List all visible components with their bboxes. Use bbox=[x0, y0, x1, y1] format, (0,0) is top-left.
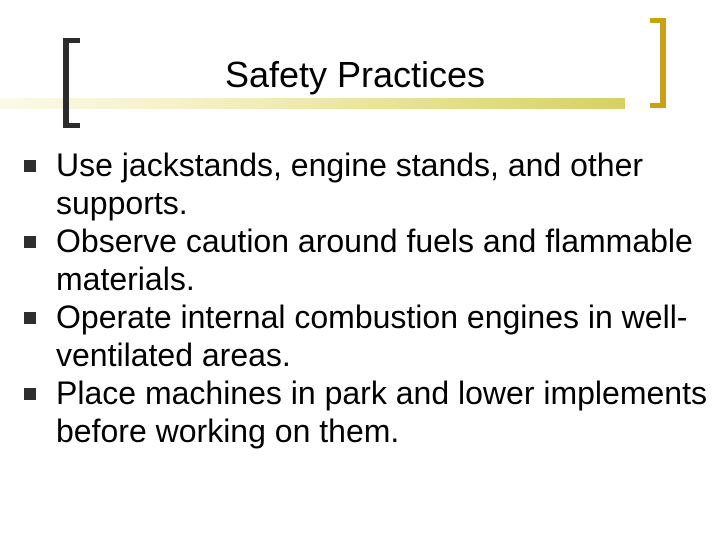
square-bullet-icon bbox=[24, 160, 36, 172]
bullet-text: Place machines in park and lower implements before working on them. bbox=[56, 375, 707, 449]
left-bracket-decoration bbox=[63, 38, 80, 128]
slide-title: Safety Practices bbox=[224, 54, 486, 95]
square-bullet-icon bbox=[24, 236, 36, 248]
bullet-text: Operate internal combustion engines in well-ventilated areas. bbox=[56, 299, 688, 373]
bullet-item bbox=[24, 146, 714, 222]
bullet-text: Observe caution around fuels and flammable materials. bbox=[56, 223, 693, 297]
square-bullet-icon bbox=[24, 388, 36, 400]
bullet-item bbox=[24, 222, 714, 298]
right-bracket-decoration bbox=[650, 18, 666, 108]
bullet-item bbox=[24, 298, 714, 374]
bullet-item bbox=[24, 374, 714, 450]
bullet-text: Use jackstands, engine stands, and other supports. bbox=[56, 147, 644, 221]
title-underline-bar bbox=[0, 98, 625, 109]
square-bullet-icon bbox=[24, 312, 36, 324]
bullet-list bbox=[24, 146, 714, 450]
